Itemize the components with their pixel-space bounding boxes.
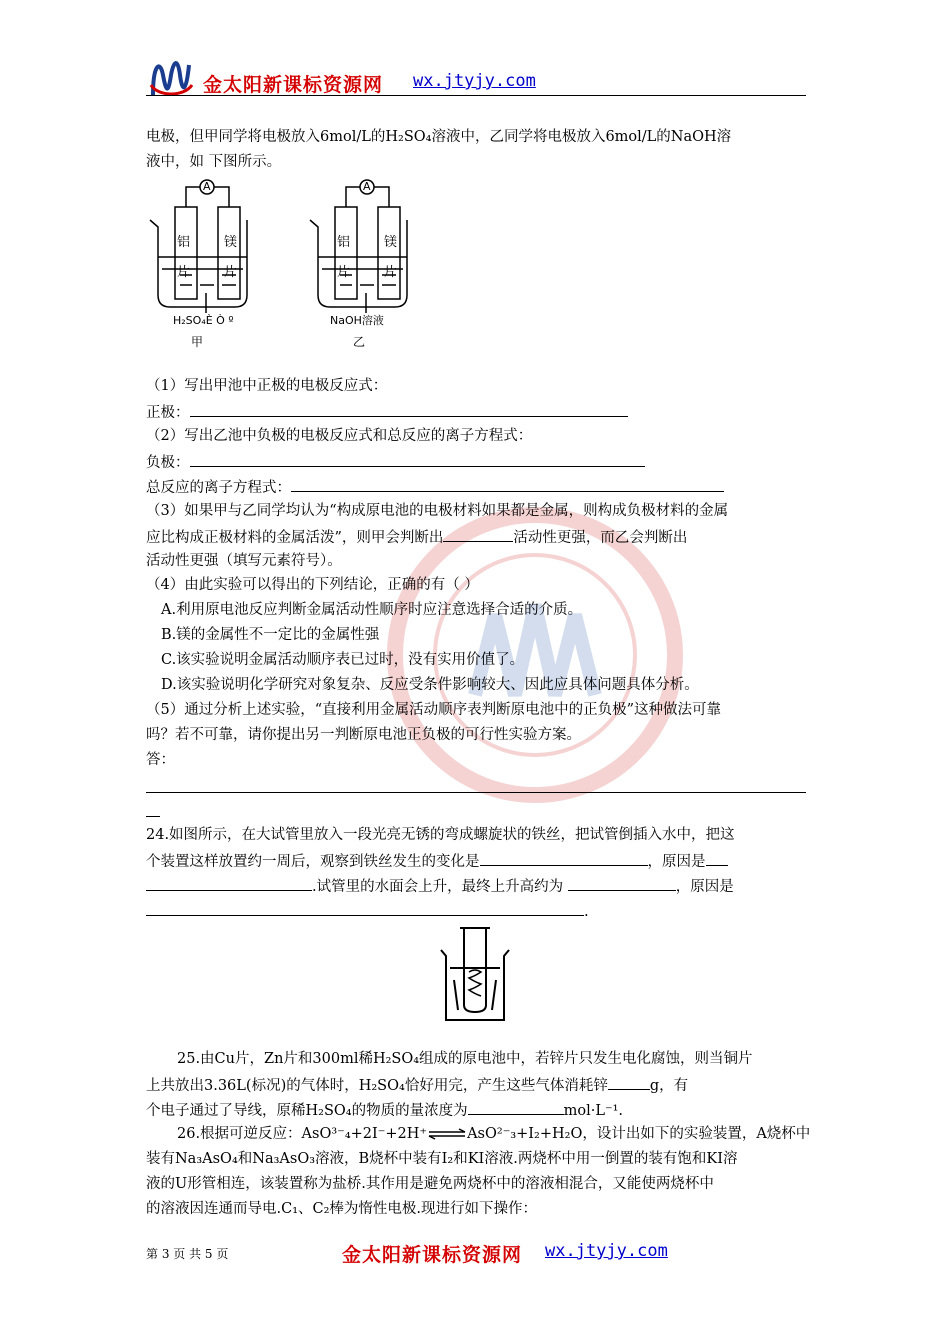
ammeter-label-left: A xyxy=(203,180,211,193)
q2-total-label: 总反应的离子方程式： xyxy=(146,480,291,496)
q1-answer-row xyxy=(146,401,628,423)
q25-line-3a: 个电子通过了导线，原稀H₂SO₄的物质的量浓度为 xyxy=(146,1103,468,1119)
q26-line-1b: AsO²⁻₃+I₂+H₂O，设计出如下的实验装置，A烧杯中 xyxy=(467,1126,811,1142)
q25-blank-concentration[interactable] xyxy=(468,1099,564,1115)
right-cell-mg-label: 镁 xyxy=(384,235,398,250)
right-cell-plate-label-1: 片 xyxy=(337,265,351,280)
q24-line-2a: 个装置这样放置约一周后，观察到铁丝发生的变化是 xyxy=(146,854,480,870)
q24-line-3b: ，原因是 xyxy=(675,879,734,895)
q2-text: （2）写出乙池中负极的电极反应式和总反应的离子方程式： xyxy=(146,428,533,444)
footer-site-name: 金太阳新课标资源网 xyxy=(342,1244,523,1266)
q26-line-1 xyxy=(177,1124,810,1144)
header-site-name: 金太阳新课标资源网 xyxy=(203,74,384,96)
q25-line-2a: 上共放出3.36L(标况)的气体时，H₂SO₄恰好用完，产生这些气体消耗锌 xyxy=(146,1078,608,1094)
q24-line-4 xyxy=(146,900,589,922)
q26-line-4: 的溶液因连通而导电.C₁、C₂棒为惰性电极.现进行如下操作： xyxy=(146,1201,538,1217)
q3-line-2 xyxy=(146,526,687,548)
q3-blank-1[interactable] xyxy=(443,526,513,542)
q4-option-d: D.该实验说明化学研究对象复杂、反应受条件影响较大、因此应具体问题具体分析。 xyxy=(161,677,699,693)
q5-answer-blank[interactable] xyxy=(146,792,806,793)
q3-line-2a: 应比构成正极材料的金属活泼”，则甲会判断出 xyxy=(146,530,444,546)
q4-option-a: A.利用原电池反应判断金属活动性顺序时应注意选择合适的介质。 xyxy=(161,602,583,618)
q25-line-1: 25.由Cu片，Zn片和300ml稀H₂SO₄组成的原电池中，若锌片只发生电化腐蚀，则当铜片 xyxy=(177,1051,753,1067)
q25-blank-zinc[interactable] xyxy=(608,1074,650,1090)
q25-line-2 xyxy=(146,1074,688,1096)
left-cell-plate-label-2: 片 xyxy=(224,265,238,280)
q25-line-3 xyxy=(146,1099,623,1121)
test-tube-beaker-diagram xyxy=(436,920,516,1030)
right-cell-name: 乙 xyxy=(353,335,366,349)
header-rule xyxy=(146,95,806,96)
q2-neg-row xyxy=(146,451,645,473)
q1-positive-label: 正极： xyxy=(146,405,190,421)
q4-option-b: B.镁的金属性不一定比的金属性强 xyxy=(161,627,380,643)
q1-text: （1）写出甲池中正极的电极反应式： xyxy=(146,378,388,394)
q24-blank-reason-start[interactable] xyxy=(706,850,728,866)
equilibrium-arrow-icon xyxy=(427,1128,467,1140)
left-cell-name: 甲 xyxy=(191,335,204,349)
intro-line-1: 电极，但甲同学将电极放入6mol/L的H₂SO₄溶液中，乙同学将电极放入6mol/L的NaOH溶 xyxy=(146,129,732,145)
q2-total-row xyxy=(146,476,724,498)
q24-blank-height[interactable] xyxy=(568,875,676,891)
left-cell-al-label: 铝 xyxy=(177,235,191,250)
q3-line-3: 活动性更强（填写元素符号）。 xyxy=(146,553,342,569)
q24-line-2b: ，原因是 xyxy=(647,854,706,870)
q24-line-2 xyxy=(146,850,728,872)
q5-line-2: 吗？若不可靠，请你提出另一判断原电池正负极的可行性实验方案。 xyxy=(146,727,581,743)
q2-negative-blank[interactable] xyxy=(190,451,645,467)
q24-blank-reason-2[interactable] xyxy=(146,900,584,916)
footer-url-link[interactable]: wx.jtyjy.com xyxy=(545,1241,668,1261)
q4-option-c: C.该实验说明金属活动顺序表已过时，没有实用价值了。 xyxy=(161,652,525,668)
q4-stem: （4）由此实验可以得出的下列结论，正确的有（ ） xyxy=(146,577,479,593)
header-url-link[interactable]: wx.jtyjy.com xyxy=(413,71,536,91)
q26-line-2: 装有Na₃AsO₄和Na₃AsO₃溶液，B烧杯中装有I₂和KI溶液.两烧杯中用一倒置的装有饱和KI溶 xyxy=(146,1151,738,1167)
page-number: 第 3 页 共 5 页 xyxy=(146,1247,229,1261)
q24-blank-reason[interactable] xyxy=(146,875,312,891)
q1-answer-blank[interactable] xyxy=(190,401,628,417)
left-cell-solution-label: H₂SO₄È Ò º xyxy=(173,314,234,327)
right-cell-plate-label-2: 片 xyxy=(384,265,398,280)
ammeter-label-right: A xyxy=(363,180,371,193)
q24-line-4-end: . xyxy=(584,904,589,920)
q3-line-2b: 活动性更强，而乙会判断出 xyxy=(513,530,688,546)
left-cell-mg-label: 镁 xyxy=(224,235,238,250)
logo-icon xyxy=(148,55,194,99)
q24-line-3a: .试管里的水面会上升，最终上升高约为 xyxy=(312,879,568,895)
right-cell-al-label: 铝 xyxy=(337,235,351,250)
intro-line-2: 液中，如 下图所示。 xyxy=(146,154,282,170)
q24-line-3 xyxy=(146,875,734,897)
q3-line-1: （3）如果甲与乙同学均认为“构成原电池的电极材料如果都是金属，则构成负极材料的金属 xyxy=(146,503,729,519)
q26-line-1a: 26.根据可逆反应：AsO³⁻₄+2I⁻+2H⁺ xyxy=(177,1126,428,1142)
q2-total-blank[interactable] xyxy=(291,476,724,492)
q2-negative-label: 负极： xyxy=(146,455,190,471)
q24-line-1: 24.如图所示，在大试管里放入一段光亮无锈的弯成螺旋状的铁丝，把试管倒插入水中，把这 xyxy=(146,827,735,843)
left-cell-plate-label-1: 片 xyxy=(177,265,191,280)
q5-line-1: （5）通过分析上述实验，“直接利用金属活动顺序表判断原电池中的正负极”这种做法可靠 xyxy=(146,702,722,718)
q24-blank-change[interactable] xyxy=(480,850,648,866)
right-cell-solution-label: NaOH溶液 xyxy=(330,314,384,327)
q25-line-2b: g，有 xyxy=(649,1078,689,1094)
q5-answer-blank-tail xyxy=(146,816,160,817)
q5-answer-label: 答： xyxy=(146,752,175,768)
q25-line-3b: mol·L⁻¹. xyxy=(563,1103,624,1119)
q26-line-3: 液的U形管相连，该装置称为盐桥.其作用是避免两烧杯中的溶液相混合，又能使两烧杯中 xyxy=(146,1176,714,1192)
